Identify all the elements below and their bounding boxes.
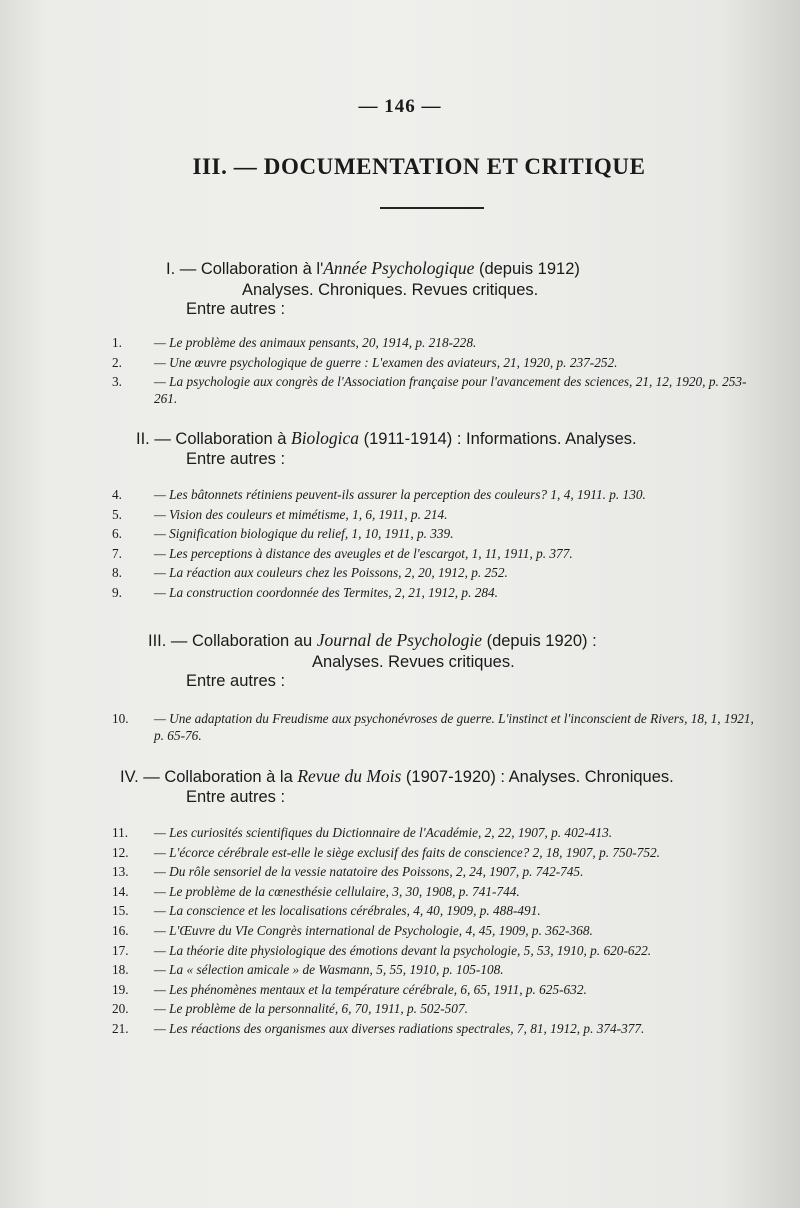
section-4-title: IV. — Collaboration à la Revue du Mois (1907-1920) : Analyses. Chroniques. (120, 766, 674, 786)
entry-6: 6. — Signification biologique du relief, 1, 10, 1911, p. 339. (112, 526, 454, 542)
entry-14: 14. — Le problème de la cœnesthésie cellulaire, 3, 30, 1908, p. 741-744. (112, 883, 520, 899)
entry-18: 18. — La « sélection amicale » de Wasmann, 5, 55, 1910, p. 105-108. (112, 962, 504, 978)
heading-rule (380, 207, 484, 209)
entry-4: 4. — Les bâtonnets rétiniens peuvent-ils assurer la perception des couleurs? 1, 4, 1911. p. 130. (112, 487, 646, 502)
entry-2: 2. — Une œuvre psychologique de guerre : L'examen des aviateurs, 21, 1920, p. 237-252. (112, 354, 618, 370)
section-2-entries (112, 486, 760, 604)
entry-8: 8. — La réaction aux couleurs chez les Poissons, 2, 20, 1912, p. 252. (112, 565, 508, 581)
entry-9: 9. — La construction coordonnée des Termites, 2, 21, 1912, p. 284. (112, 584, 498, 600)
entry-20: 20. — Le problème de la personnalité, 6, 70, 1911, p. 502-507. (112, 1001, 468, 1017)
entry-21: 21. — Les réactions des organismes aux diverses radiations spectrales, 7, 81, 1912, p. 374-377. (112, 1020, 645, 1036)
entry-15: 15. — La conscience et les localisations cérébrales, 4, 40, 1909, p. 488-491. (112, 903, 541, 919)
entry-7: 7. — Les perceptions à distance des aveugles et de l'escargot, 1, 11, 1911, p. 377. (112, 545, 573, 561)
section-4-entre-autres: Entre autres : (186, 788, 286, 806)
entry-3: 3. — La psychologie aux congrès de l'Association française pour l'avancement des sciences, 21, 12, 1920, p. 253-261. (112, 374, 747, 407)
page-number: — 146 — (358, 96, 442, 117)
entry-5: 5. — Vision des couleurs et mimétisme, 1, 6, 1911, p. 214. (112, 506, 448, 522)
section-3-subtitle: Analyses. Revues critiques. (312, 653, 515, 671)
section-1-entre-autres: Entre autres : (186, 300, 286, 318)
section-2-title: II. — Collaboration à Biologica (1911-1914) : Informations. Analyses. (136, 428, 637, 448)
chapter-heading: III. — DOCUMENTATION ET CRITIQUE (192, 154, 646, 179)
section-1-entries (112, 334, 760, 410)
section-1-title: I. — Collaboration à l'Année Psychologique (depuis 1912) (166, 258, 580, 278)
entry-12: 12. — L'écorce cérébrale est-elle le siège exclusif des faits de conscience? 2, 18, 1907, p. 750-752. (112, 844, 661, 860)
entry-11: 11. — Les curiosités scientifiques du Dictionnaire de l'Académie, 2, 22, 1907, p. 402-413. (112, 825, 613, 840)
section-3-title: III. — Collaboration au Journal de Psychologie (depuis 1920) : (148, 630, 597, 650)
section-4-entries (112, 824, 760, 1040)
entry-10: 10. — Une adaptation du Freudisme aux psychonévroses de guerre. L'instinct et l'inconscient de Rivers, 18, 1, 1921, p. 65-76. (112, 711, 754, 743)
section-2-entre-autres: Entre autres : (186, 450, 286, 468)
entry-17: 17. — La théorie dite physiologique des émotions devant la psychologie, 5, 53, 1910, p. 620-622. (112, 942, 652, 958)
section-3-entre-autres: Entre autres : (186, 672, 286, 690)
entry-19: 19. — Les phénomènes mentaux et la température cérébrale, 6, 65, 1911, p. 625-632. (112, 981, 587, 997)
section-1-subtitle: Analyses. Chroniques. Revues critiques. (242, 281, 539, 299)
entry-1: 1. — Le problème des animaux pensants, 20, 1914, p. 218-228. (112, 335, 477, 350)
entry-16: 16. — L'Œuvre du VIe Congrès international de Psychologie, 4, 45, 1909, p. 362-368. (112, 922, 593, 938)
entry-13: 13. — Du rôle sensoriel de la vessie natatoire des Poissons, 2, 24, 1907, p. 742-745. (112, 864, 584, 880)
section-3-entries (112, 710, 760, 747)
